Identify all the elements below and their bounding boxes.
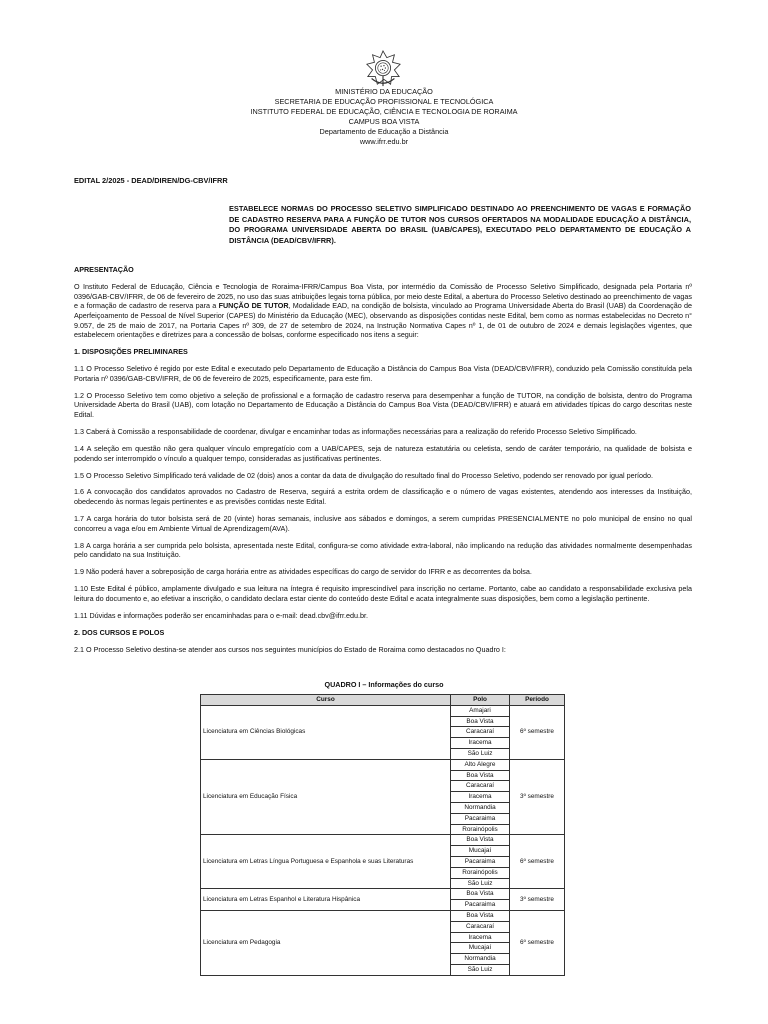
apresentacao-text: , Modalidade EAD, na condição de bolsista, vinculado ao Programa Universidade Aberta do Brasil (UAB) da Coordenação de Aperfeiçoamento de Pessoal de Nível Superior (CAPES) do Ministério da Educação (MEC), observando as disposições contidas neste Edital, bem como as normas estabelecidas no Decreto n° 9.057, de 25 de maio de 2017, na Portaria Capes nº 309, de 27 de setembro de 2024, na Instrução Normativa Capes nº 1, de 01 de outubro de 2024 e demais legislações vigentes, que estabelecem orientações e diretrizes para a concessão de bolsas, conforme especificado nos itens a seguir:: [74, 301, 692, 340]
polo-cell: Mucajaí: [451, 943, 510, 954]
polo-cell: Caracaraí: [451, 781, 510, 792]
period-cell: 6º semestre: [510, 835, 565, 889]
section-title-2: 2. DOS CURSOS E POLOS: [74, 627, 165, 637]
paragraph-1-11: 1.11 Dúvidas e informações poderão ser encaminhadas para o e-mail: dead.cbv@ifrr.edu.br.: [74, 610, 369, 620]
course-name-cell: Licenciatura em Ciências Biológicas: [201, 705, 451, 759]
paragraph-1-7: 1.7 A carga horária do tutor bolsista será de 20 (vinte) horas semanais, inclusive aos sábados e domingos, a serem cumpridas PRESENCIALMENTE no polo municipal de ensino no qual concorreu a vaga e/ou em Ambiente Virtual de Aprendizagem(AVA).: [74, 514, 692, 533]
table-row: [201, 889, 565, 900]
polo-cell: Rorainópolis: [451, 867, 510, 878]
header-line: CAMPUS BOA VISTA: [348, 117, 420, 126]
polo-cell: Alto Alegre: [451, 759, 510, 770]
edital-number: EDITAL 2/2025 - DEAD/DIREN/DG-CBV/IFRR: [74, 176, 228, 185]
polo-cell: Boa Vista: [451, 835, 510, 846]
course-name-cell: Licenciatura em Educação Física: [201, 759, 451, 835]
table-header-row: [201, 695, 565, 706]
period-cell: 6º semestre: [510, 910, 565, 975]
paragraph-1-9: 1.9 Não poderá haver a sobreposição de carga horária entre as atividades específicas do cargo de servidor do IFRR e as decorrentes da bolsa.: [74, 567, 532, 577]
table-row: [201, 910, 565, 921]
paragraph-1-10: 1.10 Este Edital é público, amplamente divulgado e sua leitura na íntegra é requisito imprescindível para inscrição no certame. Portanto, cabe ao candidato a responsabilidade exclusiva pela leitura do documento e, ao efetivar a inscrição, o candidato declara estar ciente do conteúdo deste Edital e acata integralmente suas disposições, bem como a legislação pertinente.: [74, 584, 692, 603]
column-header-curso: Curso: [201, 695, 451, 706]
polo-cell: Iracema: [451, 932, 510, 943]
polo-cell: Rorainópolis: [451, 824, 510, 835]
document-body: [74, 265, 692, 661]
polo-cell: Boa Vista: [451, 889, 510, 900]
course-name-cell: Licenciatura em Letras Língua Portuguesa e Espanhola e suas Literaturas: [201, 835, 451, 889]
paragraph-1-6: 1.6 A convocação dos candidatos aprovados no Cadastro de Reserva, seguirá a estrita ordem de classificação e o número de vagas existentes, atendendo aos interesses da Instituição, obedecendo às normas legais pertinentes e as previsões contidas neste Edital.: [74, 487, 692, 507]
polo-cell: Boa Vista: [451, 770, 510, 781]
course-name-cell: Licenciatura em Pedagogia: [201, 910, 451, 975]
polo-cell: São Luiz: [451, 748, 510, 759]
table-caption: QUADRO I – Informações do curso: [324, 680, 444, 689]
polo-cell: Pacaraima: [451, 813, 510, 824]
header-line: MINISTÉRIO DA EDUCAÇÃO: [335, 87, 433, 96]
header-line: INSTITUTO FEDERAL DE EDUCAÇÃO, CIÊNCIA E TECNOLOGIA DE RORAIMA: [250, 107, 518, 116]
paragraph-1-1: 1.1 O Processo Seletivo é regido por este Edital e executado pelo Departamento de Educação a Distância do Campus Boa Vista (DEAD/CBV/IFRR), conduzido pela Comissão constituída pela Portaria nº 0396/GAB-CBV/IFRR, de 06 de fevereiro de 2025, especificamente, para este fim.: [74, 364, 692, 383]
polo-cell: Boa Vista: [451, 716, 510, 727]
polo-cell: Iracema: [451, 792, 510, 803]
paragraph-2-1: 2.1 O Processo Seletivo destina-se atender aos cursos nos seguintes municípios do Estado de Roraima como destacados no Quadro I:: [74, 644, 506, 654]
polo-cell: Caracaraí: [451, 727, 510, 738]
paragraph-1-2: 1.2 O Processo Seletivo tem como objetivo a seleção de profissional e a formação de cadastro reserva para desempenhar a função de TUTOR, na condição de bolsista, dentro do Programa Universidade Aberta do Brasil (UAB), com lotação no Departamento de Educação a Distância do Campus Boa Vista (DEAD/CBV/IFRR) e atuará em atividades típicas do cargo descritas neste Edital.: [74, 390, 692, 420]
period-cell: 3º semestre: [510, 889, 565, 911]
document-header: [0, 87, 768, 147]
paragraph-1-4: 1.4 A seleção em questão não gera qualquer vínculo empregatício com a UAB/CAPES, seja de natureza estatutária ou celetista, sendo de caráter temporário, na qualidade de bolsista e podendo ser interrompido o vínculo a qualquer tempo, consideradas as justificativas pertinentes.: [74, 443, 692, 463]
table-row: [201, 759, 565, 770]
apresentacao-highlight: FUNÇÃO DE TUTOR: [218, 301, 289, 311]
table-row: [201, 705, 565, 716]
column-header-polo: Polo: [451, 695, 510, 706]
polo-cell: São Luiz: [451, 964, 510, 975]
paragraph-1-5: 1.5 O Processo Seletivo Simplificado terá validade de 02 (dois) anos a contar da data de divulgação do resultado final do Processo Seletivo, podendo ser renovado por igual período.: [74, 470, 653, 480]
courses-table-body: [201, 705, 565, 975]
polo-cell: Amajari: [451, 705, 510, 716]
courses-table: [200, 694, 565, 976]
table-row: [201, 835, 565, 846]
period-cell: 3º semestre: [510, 759, 565, 835]
paragraph-1-8: 1.8 A carga horária a ser cumprida pelo bolsista, apresentada neste Edital, configura-se como atividade extra-laboral, não implicando na redução das atividades normalmente desempenhadas pelo candidato na sua Instituição.: [74, 540, 692, 560]
course-name-cell: Licenciatura em Letras Espanhol e Literatura Hispânica: [201, 889, 451, 911]
header-line: Departamento de Educação a Distância: [319, 127, 449, 136]
section-title-apresentacao: APRESENTAÇÃO: [74, 265, 134, 274]
paragraph-1-3: 1.3 Caberá à Comissão a responsabilidade de coordenar, divulgar e encaminhar todas as informações necessárias para a realização do referido Processo Seletivo Simplificado.: [74, 427, 637, 437]
section-title-1: 1. DISPOSIÇÕES PRELIMINARES: [74, 347, 188, 357]
polo-cell: Normandia: [451, 954, 510, 965]
brasao-republica-icon: [364, 50, 402, 88]
polo-cell: Pacaraima: [451, 900, 510, 911]
polo-cell: Boa Vista: [451, 910, 510, 921]
polo-cell: Mucajaí: [451, 846, 510, 857]
period-cell: 6º semestre: [510, 705, 565, 759]
polo-cell: Normandia: [451, 802, 510, 813]
column-header-periodo: Período: [510, 695, 565, 706]
header-website: www.ifrr.edu.br: [359, 137, 409, 146]
polo-cell: Pacaraima: [451, 856, 510, 867]
header-line: SECRETARIA DE EDUCAÇÃO PROFISSIONAL E TECNOLÓGICA: [274, 97, 494, 106]
edital-ementa: ESTABELECE NORMAS DO PROCESSO SELETIVO SIMPLIFICADO DESTINADO AO PREENCHIMENTO DE VAGAS E FORMAÇÃO DE CADASTRO RESERVA PARA A FUNÇÃO DE TUTOR NOS CURSOS OFERTADOS NA MODALIDADE EDUCAÇÃO A DISTÂNCIA, DO PROGRAMA UNIVERSIDADE ABERTA DO BRASIL (UAB/CAPES), EXECUTADO PELO DEPARTAMENTO DE EDUCAÇÃO A DISTÂNCIA (DEAD/CBV/IFRR).: [229, 204, 691, 245]
apresentacao-text: O Instituto Federal de Educação, Ciência e Tecnologia de Roraima-IFRR/Campus Boa Vista, por intermédio da Comissão de Processo Seletivo Simplificado, designada pela Portaria nº 0396/GAB-CBV/IFRR, de 06 de fevereiro de 2025, no uso das suas atribuições legais torna pública, por meio deste Edital, a abertura do Processo Seletivo destinado ao preenchimento de vagas e a formação de cadastro de reserva para a: [74, 281, 692, 311]
polo-cell: Iracema: [451, 738, 510, 749]
polo-cell: Caracaraí: [451, 921, 510, 932]
apresentacao-paragraph: [74, 282, 692, 340]
polo-cell: São Luiz: [451, 878, 510, 889]
